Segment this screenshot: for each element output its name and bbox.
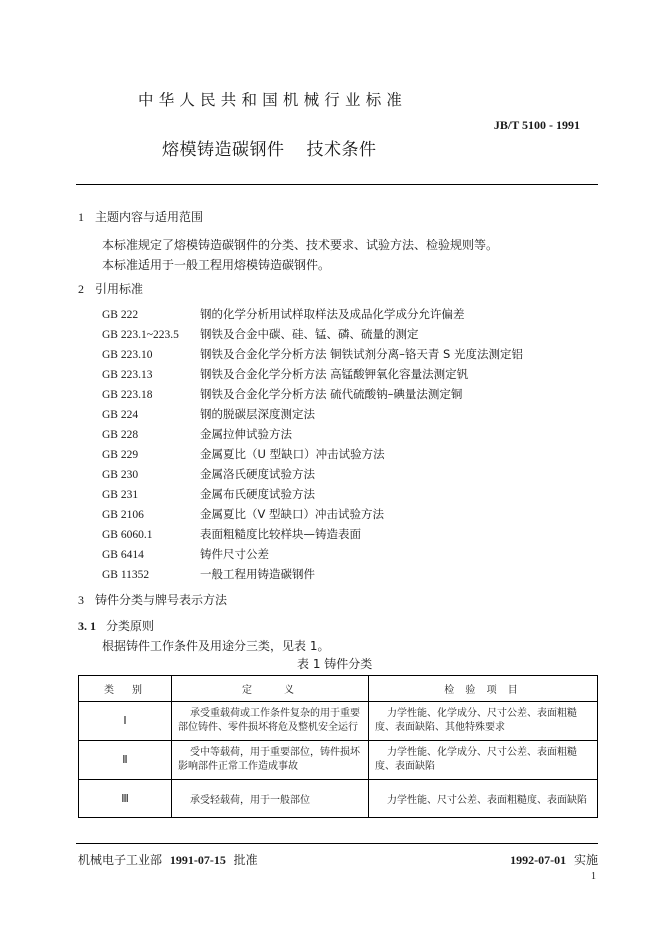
header-inspection-items: 检 验 项 目 [369, 676, 598, 702]
reference-item [102, 404, 523, 424]
cell-class: Ⅱ [79, 741, 172, 780]
section-3-1-heading [78, 617, 154, 634]
reference-item [102, 364, 523, 384]
table-1-casting-classification [78, 675, 598, 818]
reference-item [102, 344, 523, 364]
reference-code: GB 2106 [102, 509, 144, 521]
reference-title: 表面粗糙度比较样块—铸造表面 [200, 527, 361, 541]
reference-title: 金属夏比（U 型缺口）冲击试验方法 [200, 447, 385, 461]
bottom-divider [76, 843, 598, 844]
title-sub: 技术条件 [306, 140, 377, 160]
reference-title: 钢的脱碳层深度测定法 [200, 407, 315, 421]
approve-date: 1991-07-15 [169, 853, 226, 867]
reference-code: GB 223.13 [102, 369, 153, 381]
reference-list [102, 304, 523, 584]
section-2-heading [78, 280, 143, 297]
title-main: 熔模铸造碳钢件 [162, 140, 285, 160]
reference-item [102, 444, 523, 464]
reference-code: GB 222 [102, 309, 139, 321]
section-number: 1 [78, 210, 84, 224]
reference-title: 一般工程用铸造碳钢件 [200, 567, 315, 581]
reference-title: 钢铁及合金中碳、硅、锰、磷、硫量的测定 [200, 327, 419, 341]
reference-title: 金属拉伸试验方法 [200, 427, 292, 441]
section-1-paragraph-2: 本标准适用于一般工程用熔模铸造碳钢件。 [102, 258, 331, 272]
cell-definition: 承受轻载荷，用于一般部位 [172, 780, 369, 818]
header-class: 类 别 [79, 676, 172, 702]
table-row [79, 741, 598, 780]
section-3-1-paragraph: 根据铸件工作条件及用途分三类，见表 1。 [102, 639, 330, 653]
section-number: 2 [78, 282, 84, 296]
standard-org-heading: 中华人民共和国机械行业标准 [138, 91, 408, 109]
reference-title: 钢铁及合金化学分析方法 高锰酸钾氧化容量法测定钒 [200, 367, 469, 381]
reference-code: GB 231 [102, 489, 139, 501]
standard-number: JB/T 5100 - 1991 [493, 118, 580, 132]
cell-class: Ⅲ [79, 780, 172, 818]
section-1-heading [78, 208, 203, 225]
section-title: 铸件分类与牌号表示方法 [95, 593, 228, 607]
section-title: 主题内容与适用范围 [95, 210, 204, 224]
reference-title: 钢的化学分析用试样取样法及成品化学成分允许偏差 [200, 307, 465, 321]
table-row [79, 780, 598, 818]
reference-title: 金属洛氏硬度试验方法 [200, 467, 315, 481]
reference-code: GB 228 [102, 429, 139, 441]
reference-item [102, 424, 523, 444]
reference-code: GB 6414 [102, 549, 144, 561]
reference-code: GB 229 [102, 449, 139, 461]
cell-inspection-items: 力学性能、尺寸公差、表面粗糙度、表面缺陷 [369, 780, 598, 818]
implementation-label: 实施 [573, 853, 598, 867]
section-title: 引用标准 [95, 282, 144, 296]
section-number: 3 [78, 593, 84, 607]
reference-title: 金属夏比（V 型缺口）冲击试验方法 [200, 507, 385, 521]
footer-implementation [510, 851, 598, 868]
cell-definition: 承受重载荷或工作条件复杂的用于重要部位铸件、零件损坏将危及整机安全运行 [172, 702, 369, 741]
reference-code: GB 223.18 [102, 389, 153, 401]
top-divider [76, 184, 598, 185]
reference-item [102, 484, 523, 504]
reference-code: GB 224 [102, 409, 139, 421]
page-number: 1 [591, 871, 596, 882]
implementation-date: 1992-07-01 [510, 853, 567, 867]
header-definition: 定 义 [172, 676, 369, 702]
reference-title: 钢铁及合金化学分析方法 硫代硫酸钠–碘量法测定铜 [200, 387, 463, 401]
reference-title: 铸件尺寸公差 [200, 547, 269, 561]
cell-inspection-items: 力学性能、化学成分、尺寸公差、表面粗糙度、表面缺陷、其他特殊要求 [369, 702, 598, 741]
reference-code: GB 230 [102, 469, 139, 481]
footer-approval [78, 851, 258, 868]
reference-code: GB 11352 [102, 569, 150, 581]
reference-item [102, 464, 523, 484]
document-title [162, 135, 377, 160]
reference-item [102, 504, 523, 524]
cell-inspection-items: 力学性能、化学成分、尺寸公差、表面粗糙度、表面缺陷 [369, 741, 598, 780]
reference-title: 钢铁及合金化学分析方法 铜铁试剂分离–铬天青 S 光度法测定铝 [200, 347, 524, 361]
table-1-caption: 表 1 铸件分类 [297, 657, 373, 671]
section-1-paragraph-1: 本标准规定了熔模铸造碳钢件的分类、技术要求、试验方法、检验规则等。 [102, 238, 499, 252]
reference-code: GB 6060.1 [102, 529, 153, 541]
table-row [79, 702, 598, 741]
subsection-title: 分类原则 [106, 619, 155, 633]
approve-label: 批准 [233, 853, 258, 867]
cell-definition: 受中等载荷，用于重要部位，铸件损坏影响部件正常工作造成事故 [172, 741, 369, 780]
reference-item [102, 324, 523, 344]
approver: 机械电子工业部 [78, 853, 163, 867]
reference-title: 金属布氏硬度试验方法 [200, 487, 315, 501]
section-3-heading [78, 591, 227, 608]
subsection-number: 3. 1 [78, 619, 96, 633]
reference-item [102, 564, 523, 584]
cell-class: Ⅰ [79, 702, 172, 741]
reference-item [102, 384, 523, 404]
reference-item [102, 304, 523, 324]
reference-code: GB 223.10 [102, 349, 153, 361]
table-header-row [79, 676, 598, 702]
reference-item [102, 544, 523, 564]
reference-code: GB 223.1~223.5 [102, 329, 179, 341]
reference-item [102, 524, 523, 544]
